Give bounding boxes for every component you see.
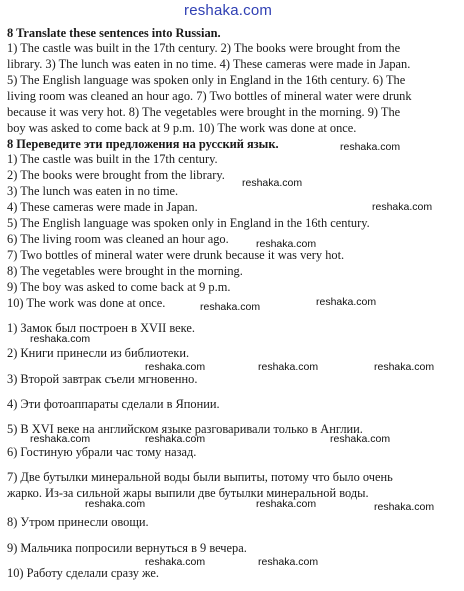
watermark: reshaka.com — [374, 501, 435, 513]
task-ru-title: 8 Переведите эти предложения на русский язык. — [7, 137, 279, 151]
sentence-line: 4) These cameras were made in Japan. — [7, 200, 198, 214]
sentence-line: 5) The English language was spoken only in England in the 16th century. — [7, 216, 370, 230]
sentence-line: 1) The castle was built in the 17th century. — [7, 152, 218, 166]
answer-line: 3) Второй завтрак съели мгновенно. — [7, 372, 198, 386]
watermark: reshaka.com — [30, 333, 91, 345]
watermark: reshaka.com — [145, 556, 206, 568]
answer-line: 7) Две бутылки минеральной воды были выпиты, потому что было очень — [7, 470, 393, 484]
task-en-line: library. 3) The lunch was eaten in no time. 4) These cameras were made in Japan. — [7, 57, 411, 71]
watermark: reshaka.com — [242, 177, 303, 189]
watermark: reshaka.com — [200, 301, 261, 313]
watermark: reshaka.com — [256, 498, 317, 510]
sentence-line: 9) The boy was asked to come back at 9 p.m. — [7, 280, 231, 294]
watermark: reshaka.com — [316, 296, 377, 308]
watermark: reshaka.com — [85, 498, 146, 510]
watermark-top: reshaka.com — [184, 2, 273, 19]
watermark: reshaka.com — [258, 361, 319, 373]
watermark: reshaka.com — [145, 433, 206, 445]
answer-line: 2) Книги принесли из библиотеки. — [7, 346, 190, 360]
task-en-title: 8 Translate these sentences into Russian. — [7, 26, 221, 40]
answer-line: 4) Эти фотоаппараты сделали в Японии. — [7, 397, 220, 411]
answer-line: 5) В XVI веке на английском языке разговаривали только в Англии. — [7, 422, 363, 436]
sentence-line: 10) The work was done at once. — [7, 296, 166, 310]
watermark: reshaka.com — [340, 141, 401, 153]
watermark: reshaka.com — [256, 238, 317, 250]
task-en-line: because it was very hot. 8) The vegetables were brought in the morning. 9) The — [7, 105, 401, 119]
watermark: reshaka.com — [258, 556, 319, 568]
sentence-line: 6) The living room was cleaned an hour ago. — [7, 232, 229, 246]
watermark: reshaka.com — [374, 361, 435, 373]
task-en-line: boy was asked to come back at 9 p.m. 10) The work was done at once. — [7, 121, 357, 135]
watermark: reshaka.com — [30, 433, 91, 445]
task-en-line: 1) The castle was built in the 17th century. 2) The books were brought from the — [7, 41, 401, 55]
answer-line: 6) Гостиную убрали час тому назад. — [7, 445, 197, 459]
watermark: reshaka.com — [145, 361, 206, 373]
watermark: reshaka.com — [330, 433, 391, 445]
answer-line: жарко. Из-за сильной жары выпили две бутылки минеральной воды. — [7, 486, 369, 500]
answer-line: 9) Мальчика попросили вернуться в 9 вечера. — [7, 541, 247, 555]
sentence-line: 8) The vegetables were brought in the morning. — [7, 264, 243, 278]
sentence-line: 7) Two bottles of mineral water were drunk because it was very hot. — [7, 248, 345, 262]
task-en-line: living room was cleaned an hour ago. 7) Two bottles of mineral water were drunk — [7, 89, 412, 103]
sentence-line: 3) The lunch was eaten in no time. — [7, 184, 179, 198]
sentence-line: 2) The books were brought from the library. — [7, 168, 225, 182]
answer-line: 1) Замок был построен в XVII веке. — [7, 321, 195, 335]
task-en-line: 5) The English language was spoken only in England in the 16th century. 6) The — [7, 73, 406, 87]
answer-line: 8) Утром принесли овощи. — [7, 515, 149, 529]
answer-line: 10) Работу сделали сразу же. — [7, 566, 160, 580]
watermark: reshaka.com — [372, 201, 433, 213]
